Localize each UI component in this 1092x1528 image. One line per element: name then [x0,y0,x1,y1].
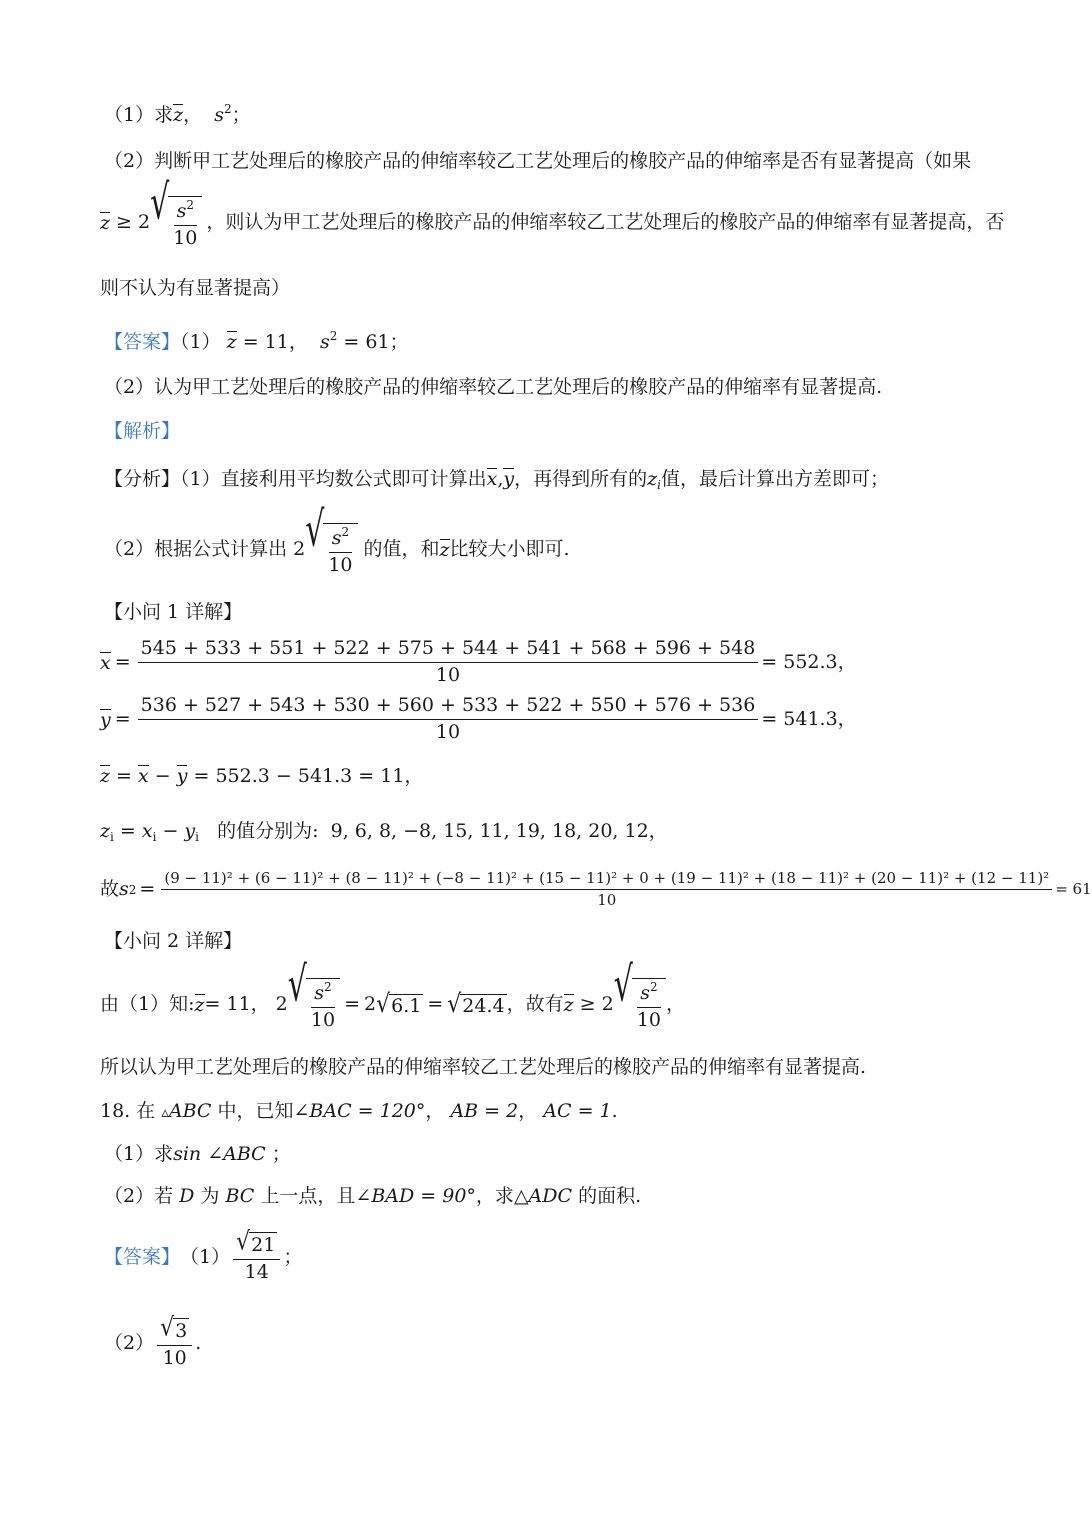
analysis1-mid: ，再得到所有的 [514,468,648,490]
analysis2-head: （2）根据公式计算出 [104,538,288,561]
p1: （1） [180,331,221,353]
s-var: s [214,104,224,126]
end: ； [231,104,251,126]
answer18-frac: √ 21 14 [233,1232,280,1284]
minus: − [148,765,177,787]
end: ； [271,1143,291,1165]
sub-i: i [152,830,157,844]
v1: 6.1 [391,994,422,1017]
p1: （1） [180,1246,231,1269]
eq2: = 61； [337,331,409,353]
q18-mid: 中，已知 [217,1100,294,1122]
ybar-den: 10 [435,720,461,743]
mid2: 上一点，且 [260,1185,356,1207]
z-bar: z [226,331,237,353]
q17-part2-line2 [100,175,1005,250]
q17-part2-line3: 则不认为有显著提高） [100,277,291,299]
sup-2: 2 [341,525,350,539]
x-var: x [141,820,153,842]
label: （2）若 [104,1185,174,1207]
end: . [611,1100,618,1122]
analysis2-end: 比较大小即可. [449,538,570,561]
analysis2 [104,502,570,577]
num-3: 3 [175,1320,188,1342]
x-bar: x [138,765,149,787]
num-21: 21 [251,1234,276,1256]
zbar-line [100,765,423,786]
sub2-title: 【小问 2 详解】 [104,930,243,952]
sep: ， [425,1100,445,1122]
xbar-den: 10 [435,663,461,686]
zi-label: 的值分别为: [217,820,319,842]
ybar-num: 536 + 527 + 543 + 530 + 560 + 533 + 522 + 550 + 576 + 536 [138,695,759,720]
den-10: 10 [162,1346,187,1369]
variance-head: 故 [100,878,120,901]
sqrt-6-1: √ 6.1 [376,989,422,1019]
comma: , [497,468,504,490]
answer17 [104,330,409,352]
s-var: s [314,982,325,1004]
jiexi-tag: 【解析】 [104,420,181,442]
zi-line: $z_i = x_i - y_i$ 的值分别为: 9, 6, 8, −8, 15, 11, 19, 18, 20, 12， [100,820,668,844]
z-bar: z [100,765,111,787]
label: （1）求 [104,1143,174,1165]
x-bar: x [100,651,111,674]
answer-tag: 【答案】 [104,1246,181,1269]
analysis1 [104,468,889,491]
variance-res: = 61 [1055,880,1092,899]
ybar-frac [138,695,759,744]
den-10: 10 [328,553,353,576]
two: 2 [293,538,306,561]
x-bar: x [486,468,498,490]
sqrt-24-4: √ 24.4 [447,989,505,1019]
abc: ABC [168,1100,212,1122]
analysis2-mid: 的值，和 [363,538,440,561]
q17-part2-line2-text: ，则认为甲工艺处理后的橡胶产品的伸缩率较乙工艺处理后的橡胶产品的伸缩率有显著提高，否 [206,211,1005,234]
ge-two: ≥ 2 [116,211,151,234]
sup-2: 2 [649,980,658,994]
sup-2: 2 [324,980,332,994]
sqrt-s2-over-10: √ $\frac{s^2}{10}$ [150,196,202,250]
sub2-head: 由（1）知: [100,993,195,1016]
triangle-icon: ▵ [161,1103,169,1121]
ab: AB = 2 [450,1100,519,1122]
conclusion: 所以认为甲工艺处理后的橡胶产品的伸缩率较乙工艺处理后的橡胶产品的伸缩率有显著提高. [100,1056,867,1078]
z-bar: z [439,539,450,562]
ge-two: ≥ 2 [579,993,614,1016]
sub2-end: ， [666,993,686,1016]
den-10: 10 [310,1008,336,1031]
z-var: z [647,468,658,490]
s-var: s [331,527,342,549]
end: 的面积. [578,1185,642,1207]
sub-i: i [110,830,114,844]
q18-part2 [104,1187,641,1206]
d: D [179,1185,195,1207]
two: 2 [275,993,288,1016]
bc: BC [225,1185,255,1207]
den-10: 10 [636,1008,661,1031]
z-bar: z [563,994,574,1017]
sub2-line: 由（1）知: z = 11， 2 √ $\frac{s^2}{10}$ = 2 √ 6.1 = √ 24.4 ，故有 z ≥ 2 √ $\frac{s^2}{10}$ ， [100,957,686,1031]
eq1: = 11， [236,331,308,353]
ac: AC = 1 [543,1100,612,1122]
s-var: s [640,982,650,1004]
sup-2: 2 [186,198,194,212]
end: . [195,1332,202,1355]
xbar-num: 545 + 533 + 551 + 522 + 575 + 544 + 541 + 568 + 596 + 548 [138,638,759,663]
angle-bac: ∠BAC = 120° [293,1100,426,1122]
y-bar: y [503,468,515,490]
xbar-res: = 552.3， [761,650,857,673]
s-var: s [319,331,330,353]
analysis1-head: 【分析】（1）直接利用平均数公式即可计算出 [104,468,487,490]
sqrt-s2-over-10: √ $\frac{s^2}{10}$ [305,523,357,577]
z-bar: z [100,212,111,235]
answer18 [104,1227,303,1284]
variance-frac [161,870,1052,910]
ybar-line: y = $\frac{536 + 527 + 543 + 530 + 560 + 533 + 522 + 550 + 576 + 536}{10}$ = 541.3， [100,694,857,743]
zi-values: 9, 6, 8, −8, 15, 11, 19, 18, 20, 12， [330,820,668,842]
sub2-eq: = 11， [204,993,270,1016]
sub2-mid: ，故有 [506,993,564,1016]
q17-part1-label: （1）求 [104,104,174,126]
z-var: z [100,820,111,842]
s-var: s [176,200,187,222]
analysis1-end: 值，最后计算出方差即可； [660,468,889,490]
sqrt-s2-over-10: √ $\frac{s^2}{10}$ [288,978,340,1032]
zbar-rest: = 552.3 − 541.3 = 11， [187,765,424,787]
answer18-part2 [104,1313,202,1370]
variance-num: (9 − 11)² + (6 − 11)² + (8 − 11)² + (−8 − 11)² + (15 − 11)² + 0 + (19 − 11)² + (18 − 11)² + (20 − 11)² + (12 − 11)² [161,870,1052,890]
sqrt-s2-over-10: √ $\frac{s^2}{10}$ [614,978,666,1032]
z-bar: z [173,104,184,126]
den-14: 14 [244,1260,269,1283]
sub1-title: 【小问 1 详解】 [104,601,243,623]
sup-2: 2 [329,329,338,343]
v2: 24.4 [462,994,505,1017]
two: 2 [363,993,377,1016]
eq: = [110,765,139,787]
answer17-part2: （2）认为甲工艺处理后的橡胶产品的伸缩率较乙工艺处理后的橡胶产品的伸缩率有显著提高. [104,376,883,398]
q17-part2-line1: （2）判断甲工艺处理后的橡胶产品的伸缩率较乙工艺处理后的橡胶产品的伸缩率是否有显著提高（如果 [104,150,972,172]
q18 [100,1102,618,1121]
p2: （2） [104,1332,155,1355]
answer18-part2-frac: √ 3 10 [157,1318,192,1370]
sub-i: i [657,478,661,492]
sin-abc: sin ∠ABC [173,1143,266,1165]
variance-line: 故 s 2 = (9 − 11)² + (6 − 11)² + (8 − 11)² + (−8 − 11)² + (15 − 11)² + 0 + (19 − 11)² + (18 − 11)² + (20 − 11)² + (12 − 11)² 10 = 61 [100,869,1092,910]
ybar-res: = 541.3， [761,707,857,730]
sup-2: 2 [128,882,137,897]
angle-bad: ∠BAD = 90° [355,1185,476,1207]
q18-part1 [104,1145,291,1164]
sup-2: 2 [223,102,232,116]
answer-tag: 【答案】 [104,331,181,353]
end: ； [283,1246,303,1269]
mid3: ，求 [475,1185,514,1207]
xbar-frac [138,638,759,687]
y-bar: y [176,765,188,787]
sep: ， [183,104,203,126]
variance-den: 10 [597,891,617,910]
q17-part1 [104,103,251,125]
den-10: 10 [173,226,198,249]
y-bar: y [100,708,111,731]
z-bar: z [194,994,205,1017]
q18-num: 18. 在 [100,1100,156,1122]
triangle-adc: △ADC [513,1185,573,1207]
mid1: 为 [200,1185,220,1207]
xbar-line: x = $\frac{545 + 533 + 551 + 522 + 575 + 544 + 541 + 568 + 596 + 548}{10}$ = 552.3， [100,637,857,686]
y-var: y [184,820,196,842]
s-var: s [119,878,129,901]
sep: ， [518,1100,538,1122]
sub-i: i [195,830,199,844]
